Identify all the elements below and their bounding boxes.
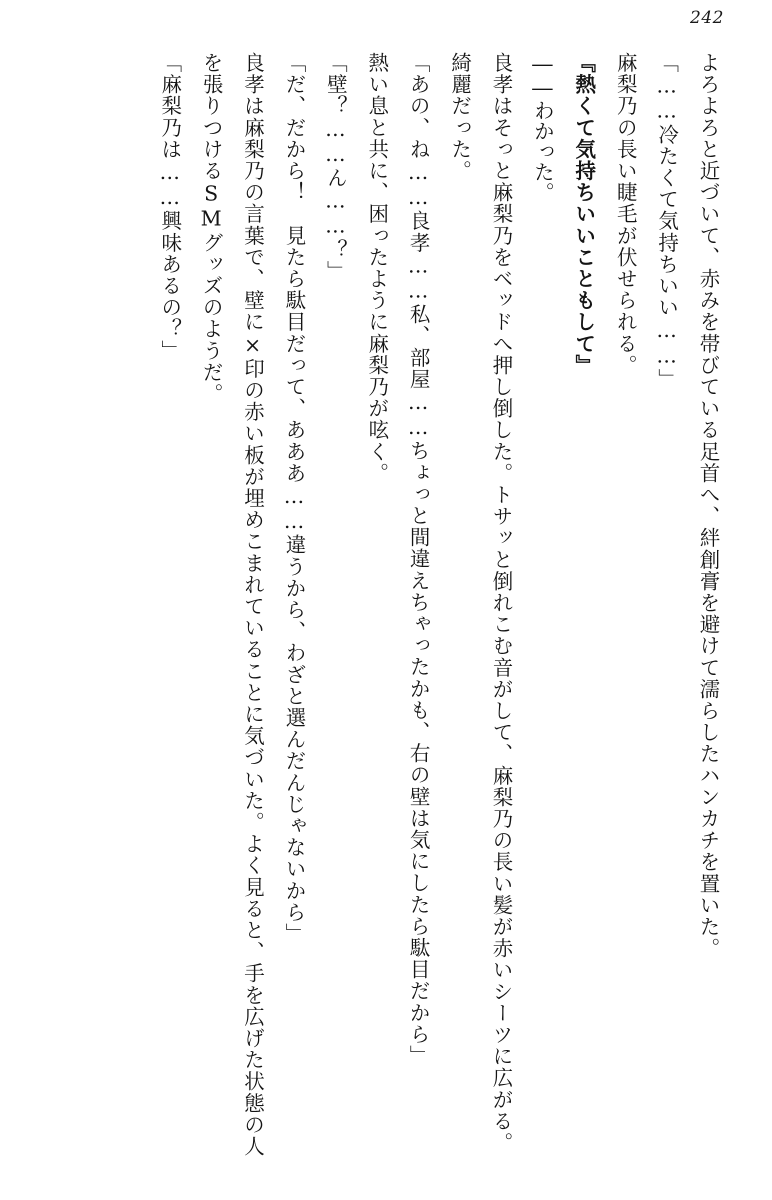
body-line-emphasis: 『熱くて気持ちいいこともして』 xyxy=(571,52,596,376)
body-line: よろよろと近づいて、赤みを帯びている足首へ、絆創膏を避けて濡らしたハンカチを置いた。 xyxy=(696,52,720,960)
body-line: 「あの、ね……良孝……私、部屋……ちょっと間違えちゃったかも、右の壁は気にしたら駄目だから」 xyxy=(406,52,431,1067)
body-line: 「……冷たくて気持ちいい……」 xyxy=(654,52,679,390)
body-line: 麻梨乃の長い睫毛が伏せられる。 xyxy=(613,52,638,376)
body-line: 熱い息と共に、困ったように麻梨乃が呟く。 xyxy=(364,52,389,484)
vertical-text-body xyxy=(44,52,728,1162)
body-line: 良孝は麻梨乃の言葉で、壁に×印の赤い板が埋めこまれていることに気づいた。よく見ると、手を広げた状態の人を張りつけるSMグッズのようだ。 xyxy=(199,52,265,1158)
body-line: 「だ、だから！ 見たら駄目だって、あああ……違うから、わざと選んだんじゃないから」 xyxy=(281,52,306,945)
body-line: 良孝はそっと麻梨乃をベッドへ押し倒した。トサッと倒れこむ音がして、麻梨乃の長い髪が赤いシーツに広がる。綺麗だった。 xyxy=(447,52,513,1154)
body-line: 「麻梨乃は……興味あるの？」 xyxy=(157,52,182,362)
body-line: ――わかった。 xyxy=(530,52,555,203)
page-number: 242 xyxy=(690,8,724,28)
body-line: 「壁？……ん……？」 xyxy=(323,52,348,282)
